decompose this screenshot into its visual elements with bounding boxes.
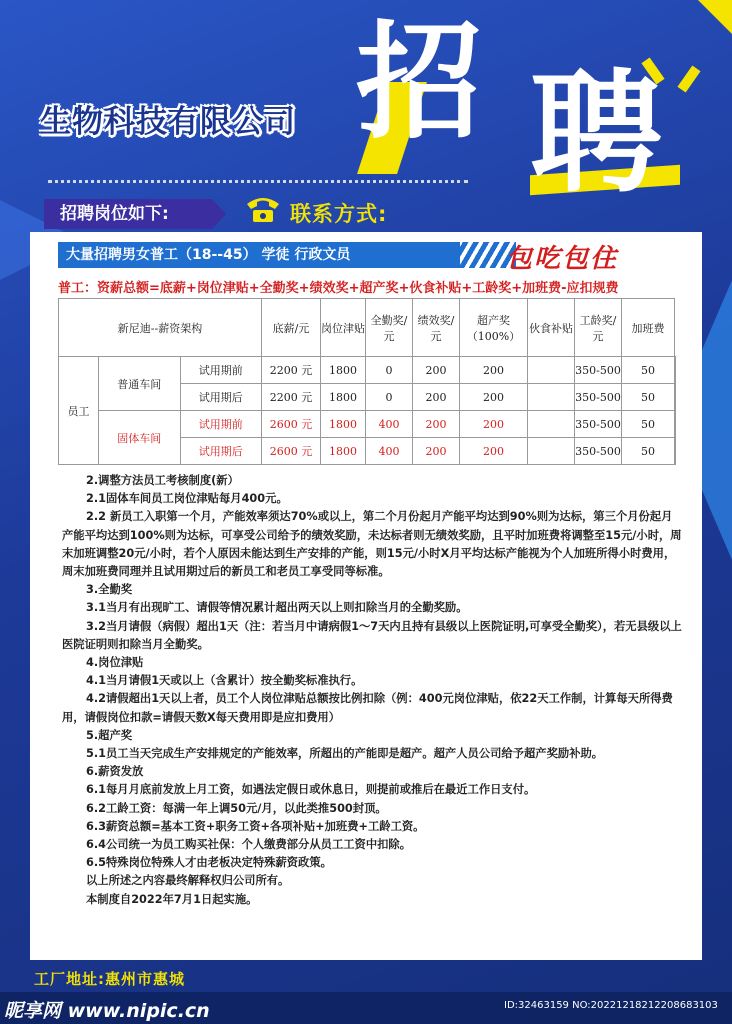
table-header: 全勤奖/元 <box>366 299 413 357</box>
rule-line: 5.超产奖 <box>86 728 133 742</box>
rule-line: 2.1固体车间员工岗位津贴每月400元。 <box>86 492 288 506</box>
image-id: ID:32463159 NO:20221218212208683103 <box>504 1000 718 1011</box>
amount-cell: 2600 元 <box>262 411 321 438</box>
rule-line: 6.1每月月底前发放上月工资，如遇法定假日或休息日，则提前或推后在最近工作日支付。 <box>86 783 536 797</box>
contact-label: 联系方式: <box>290 202 388 226</box>
title-char-zhao: 招 <box>356 9 482 156</box>
period-cell: 试用期前 <box>180 357 261 384</box>
attend-cell: 200 <box>413 411 460 438</box>
perf-cell: 200 <box>460 384 528 411</box>
table-title: 新尼迪--薪资架构 <box>59 299 262 357</box>
post-cell: 0 <box>366 357 413 384</box>
over-cell <box>528 384 575 411</box>
salary-table <box>58 298 676 465</box>
age-cell: 50 <box>622 411 675 438</box>
rule-line: 4.1当月请假1天或以上（含累计）按全勤奖标准执行。 <box>86 674 363 688</box>
rule-line: 5.1员工当天完成生产安排规定的产能效率，所超出的产能即是超产。超产人员公司给予超产奖励补助。 <box>86 747 604 761</box>
rule-line: 4.2请假超出1天以上者，员工个人岗位津贴总额按比例扣除（例：400元岗位津贴，依22天工作制，计算每天所得费用，请假岗位扣款=请假天数X每天费用即是应扣费用） <box>62 692 673 724</box>
period-cell: 试用期后 <box>180 384 261 411</box>
attend-cell: 200 <box>413 357 460 384</box>
positions-label: 招聘岗位如下: <box>44 199 212 229</box>
rule-line: 6.4公司统一为员工购买社保：个人缴费部分从员工工资中扣除。 <box>86 838 412 852</box>
job-banner: 大量招聘男女普工（18--45） 学徒 行政文员 <box>58 242 468 268</box>
rule-line: 3.2当月请假（病假）超出1天（注：若当月中请病假1～7天内且持有县级以上医院证明,可享受全勤奖），若无县级以上医院证明则扣除当月全勤奖。 <box>62 619 682 651</box>
base-cell: 1800 <box>321 357 366 384</box>
attend-cell: 200 <box>413 438 460 465</box>
phone-icon <box>244 194 282 224</box>
amount-cell: 2200 元 <box>262 357 321 384</box>
ot-cell <box>675 384 676 411</box>
rule-line: 6.5特殊岗位特殊人才由老板决定特殊薪资政策。 <box>86 856 332 870</box>
meal-cell: 350-500 <box>575 438 622 465</box>
amount-cell: 2600 元 <box>262 438 321 465</box>
rule-line: 6.2工龄工资：每满一年上调50元/月，以此类推500封顶。 <box>86 801 387 815</box>
attend-cell: 200 <box>413 384 460 411</box>
rule-line: 本制度自2022年7月1日起实施。 <box>86 892 258 906</box>
meal-cell: 350-500 <box>575 384 622 411</box>
period-cell: 试用期前 <box>180 411 261 438</box>
rule-line: 6.3薪资总额=基本工资+职务工资+各项补贴+加班费+工龄工资。 <box>86 819 425 833</box>
meal-cell: 350-500 <box>575 357 622 384</box>
title-char-pin: 聘 <box>530 57 662 211</box>
table-header: 伙食补贴 <box>528 299 575 357</box>
perf-cell: 200 <box>460 438 528 465</box>
dept-cell: 普通车间 <box>99 357 180 411</box>
age-cell: 50 <box>622 438 675 465</box>
rule-line: 3.1当月有出现旷工、请假等情况累计超出两天以上则扣除当月的全勤奖励。 <box>86 601 468 615</box>
rules-text <box>62 472 682 909</box>
rule-line: 2.调整方法员工考核制度(新） <box>86 474 239 487</box>
salary-formula: 普工：资薪总额=底薪+岗位津贴+全勤奖+绩效奖+超产奖+伙食补贴+工龄奖+加班费-应扣规费 <box>58 281 619 296</box>
table-header: 超产奖（100%） <box>460 299 528 357</box>
meal-cell: 350-500 <box>575 411 622 438</box>
table-header: 底薪/元 <box>262 299 321 357</box>
ot-cell <box>675 438 676 465</box>
rule-line: 2.2 新员工入职第一个月，产能效率须达70%或以上，第二个月份起月产能平均达到90%则为达标，第三个月份起月产能平均达到100%则为达标，可享受公司给予的绩效奖励，未达标者则无绩效奖励，且平时加班费将调整至15元/小时，周末加班调整20元/小时，若个人原因未能达到生产安排的产能，则15元/小时X月平均达标产能视为个人加班所得小时费用，周末加班费同理并且试用期过后的新员工和老员工享受同等标准。 <box>62 510 682 579</box>
post-cell: 400 <box>366 438 413 465</box>
dept-cell: 固体车间 <box>99 411 180 465</box>
base-cell: 1800 <box>321 384 366 411</box>
rule-line: 以上所述之内容最终解释权归公司所有。 <box>86 874 290 888</box>
age-cell: 50 <box>622 384 675 411</box>
dotted-divider <box>48 180 468 183</box>
group-label: 员工 <box>59 357 99 465</box>
table-header: 岗位津贴 <box>321 299 366 357</box>
perf-cell: 200 <box>460 411 528 438</box>
table-header: 加班费 <box>622 299 675 357</box>
over-cell <box>528 411 575 438</box>
content-panel <box>30 232 702 960</box>
base-cell: 1800 <box>321 411 366 438</box>
rule-line: 4.岗位津贴 <box>86 656 144 670</box>
factory-address: 工厂地址:惠州市惠城 <box>34 970 185 988</box>
base-cell: 1800 <box>321 438 366 465</box>
period-cell: 试用期后 <box>180 438 261 465</box>
perk-text: 包吃包住 <box>506 244 619 274</box>
watermark: 昵享网 www.nipic.cn <box>4 1000 210 1022</box>
rule-line: 6.薪资发放 <box>86 765 144 779</box>
ot-cell <box>675 357 676 384</box>
amount-cell: 2200 元 <box>262 384 321 411</box>
age-cell: 50 <box>622 357 675 384</box>
perf-cell: 200 <box>460 357 528 384</box>
table-row <box>59 411 676 438</box>
decor-corner <box>698 0 732 34</box>
over-cell <box>528 438 575 465</box>
table-header: 绩效奖/元 <box>413 299 460 357</box>
over-cell <box>528 357 575 384</box>
ot-cell <box>675 411 676 438</box>
post-cell: 400 <box>366 411 413 438</box>
rule-line: 3.全勤奖 <box>86 583 133 597</box>
post-cell: 0 <box>366 384 413 411</box>
table-header: 工龄奖/元 <box>575 299 622 357</box>
table-row <box>59 357 676 384</box>
company-name: 生物科技有限公司 <box>40 104 296 140</box>
